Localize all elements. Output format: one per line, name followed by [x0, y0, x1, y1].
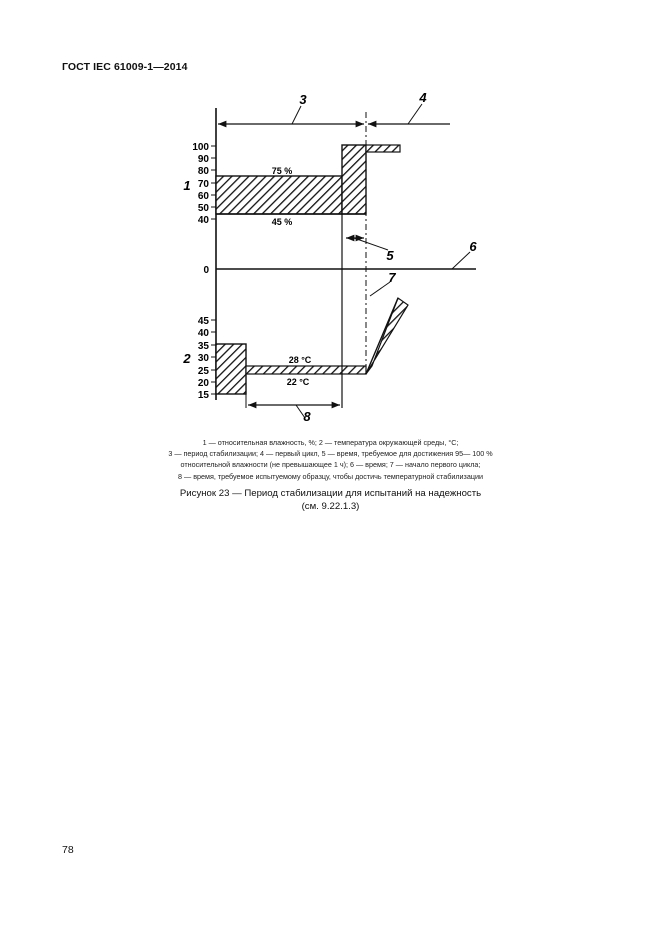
legend-line: относительной влажности (не превышающее 1 ч); 6 — время; 7 — начало первого цикла; [180, 460, 481, 470]
temp-lower-label: 22 °C [286, 377, 310, 387]
humidity-lower-label: 45 % [271, 217, 293, 227]
legend-line: 1 — относительная влажность, %; 2 — температура окружающей среды, °С; [202, 438, 459, 447]
temperature-stabilization-band [246, 366, 366, 374]
document-header: ГОСТ IEC 61009-1—2014 [62, 61, 188, 73]
humidity-tick-label: 50 [197, 203, 209, 214]
humidity-tick-label: 80 [197, 166, 209, 177]
temperature-tick-label: 35 [197, 341, 209, 352]
temperature-tick-label: 25 [197, 366, 209, 377]
callout-3: 3 [299, 92, 307, 107]
callout-6: 6 [469, 239, 477, 254]
temp-upper-label: 28 °C [288, 355, 312, 365]
callout-2: 2 [183, 351, 191, 366]
temperature-tick-label: 15 [197, 390, 209, 401]
page-number: 78 [62, 844, 74, 856]
humidity-upper-label: 75 % [271, 166, 293, 176]
humidity-rise-block [342, 145, 366, 214]
caption-reference: (см. 9.22.1.3) [301, 500, 360, 512]
temperature-tick-label: 45 [197, 316, 209, 327]
humidity-tick-label: 60 [197, 191, 209, 202]
temperature-ramp [366, 298, 408, 374]
callout-4: 4 [419, 90, 427, 105]
figure-caption [100, 488, 561, 513]
temperature-tick-label: 40 [197, 328, 209, 339]
zero-label: 0 [203, 265, 209, 276]
temperature-tick-label: 30 [197, 353, 209, 364]
legend-line: 8 — время, требуемое испытуемому образцу, чтобы достичь температурной стабилизации [178, 471, 483, 481]
figure-legend [100, 437, 561, 482]
humidity-tick-label: 100 [192, 142, 209, 153]
callout-5: 5 [386, 248, 394, 263]
callout-7: 7 [388, 270, 396, 285]
legend-line: 3 — период стабилизации; 4 — первый цикл, 5 — время, требуемое для достижения 95— 100 % [168, 449, 493, 459]
callout-1: 1 [183, 178, 191, 193]
caption-title: Рисунок 23 — Период стабилизации для испытаний на надежность [179, 488, 482, 499]
humidity-tick-label: 70 [197, 179, 209, 190]
humidity-first-cycle-band [366, 145, 400, 152]
temperature-initial-block [216, 344, 246, 394]
humidity-stabilization-band [216, 176, 342, 214]
humidity-tick-label: 40 [197, 215, 209, 226]
humidity-tick-label: 90 [197, 154, 209, 165]
callout-8: 8 [303, 409, 311, 424]
temperature-tick-label: 20 [197, 378, 209, 389]
